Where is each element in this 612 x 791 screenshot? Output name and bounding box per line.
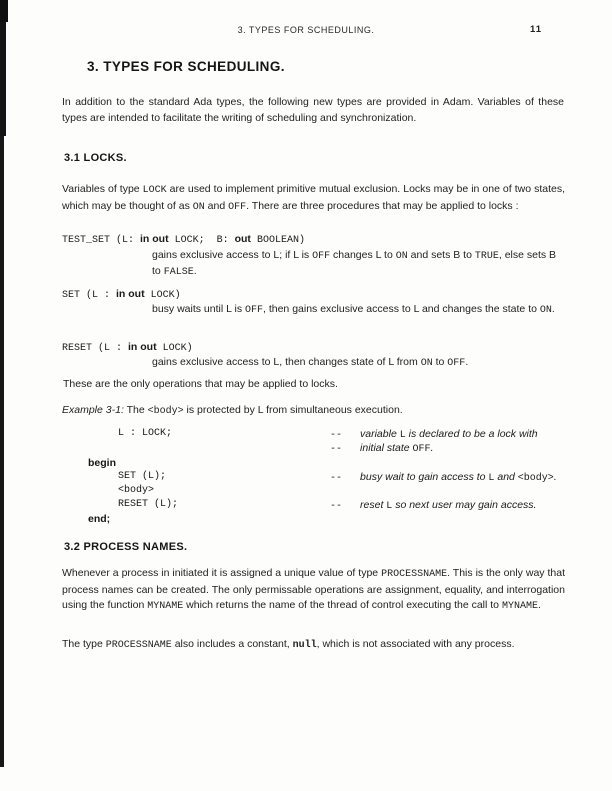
proc-set-signature: SET (L : in out LOCK) — [62, 288, 181, 301]
paragraph-locks-note: These are the only operations that may be applied to locks. — [63, 378, 338, 390]
code-comment-lock-2: -- initial state OFF. — [330, 442, 434, 455]
running-head: 3. TYPES FOR SCHEDULING. — [237, 25, 375, 35]
page-number: 11 — [530, 24, 543, 35]
paragraph-process-names: Whenever a process in initiated it is assigned a unique value of type PROCESSNAME. This is the only way that process names can be created. The only permissable operations are assignment, equality, and interrogation using the function MYNAME which returns the name of the thread of control executing the call to MYNAME. — [62, 567, 565, 612]
section-heading-3-1: 3.1 LOCKS. — [64, 152, 127, 164]
scan-edge-artifact — [0, 0, 8, 22]
code-line-set: SET (L); — [118, 471, 167, 482]
code-line-reset: RESET (L); — [118, 499, 179, 510]
chapter-title: 3. TYPES FOR SCHEDULING. — [87, 59, 285, 74]
proc-set-description: busy waits until L is OFF, then gains exclusive access to L and changes the state to ON. — [152, 303, 555, 316]
proc-reset-signature: RESET (L : in out LOCK) — [62, 341, 193, 354]
paragraph-processname-null: The type PROCESSNAME also includes a constant, null, which is not associated with any process. — [62, 638, 515, 651]
code-line-lock-decl: L : LOCK; — [118, 428, 173, 439]
proc-reset-description: gains exclusive access to L, then changes state of L from ON to OFF. — [152, 356, 469, 369]
proc-test-set-signature: TEST_SET (L: in out LOCK; B: out BOOLEAN) — [62, 233, 305, 246]
proc-test-set-description: gains exclusive access to L; if L is OFF changes L to ON and sets B to TRUE, else sets B to FALSE. — [152, 249, 557, 278]
code-line-begin: begin — [88, 457, 116, 469]
section-heading-3-2: 3.2 PROCESS NAMES. — [64, 541, 188, 553]
code-line-end: end; — [88, 513, 111, 525]
example-3-1-caption: Example 3-1: The <body> is protected by L from simultaneous execution. — [62, 404, 403, 417]
paragraph-locks: Variables of type LOCK are used to implement primitive mutual exclusion. Locks may be in one of two states, which may be thought of as ON and OFF. There are three procedures that may be applied to locks : — [62, 183, 565, 213]
code-comment-set: -- busy wait to gain access to L and <body>. — [330, 471, 557, 484]
code-line-body: <body> — [118, 485, 155, 496]
paragraph-intro: In addition to the standard Ada types, the following new types are provided in Adam. Variables of these types are intended to facilitate the writing of scheduling and synchronization. — [62, 96, 564, 124]
code-comment-reset: -- reset L so next user may gain access. — [330, 499, 537, 512]
code-comment-lock-1: -- variable L is declared to be a lock with — [330, 428, 538, 441]
